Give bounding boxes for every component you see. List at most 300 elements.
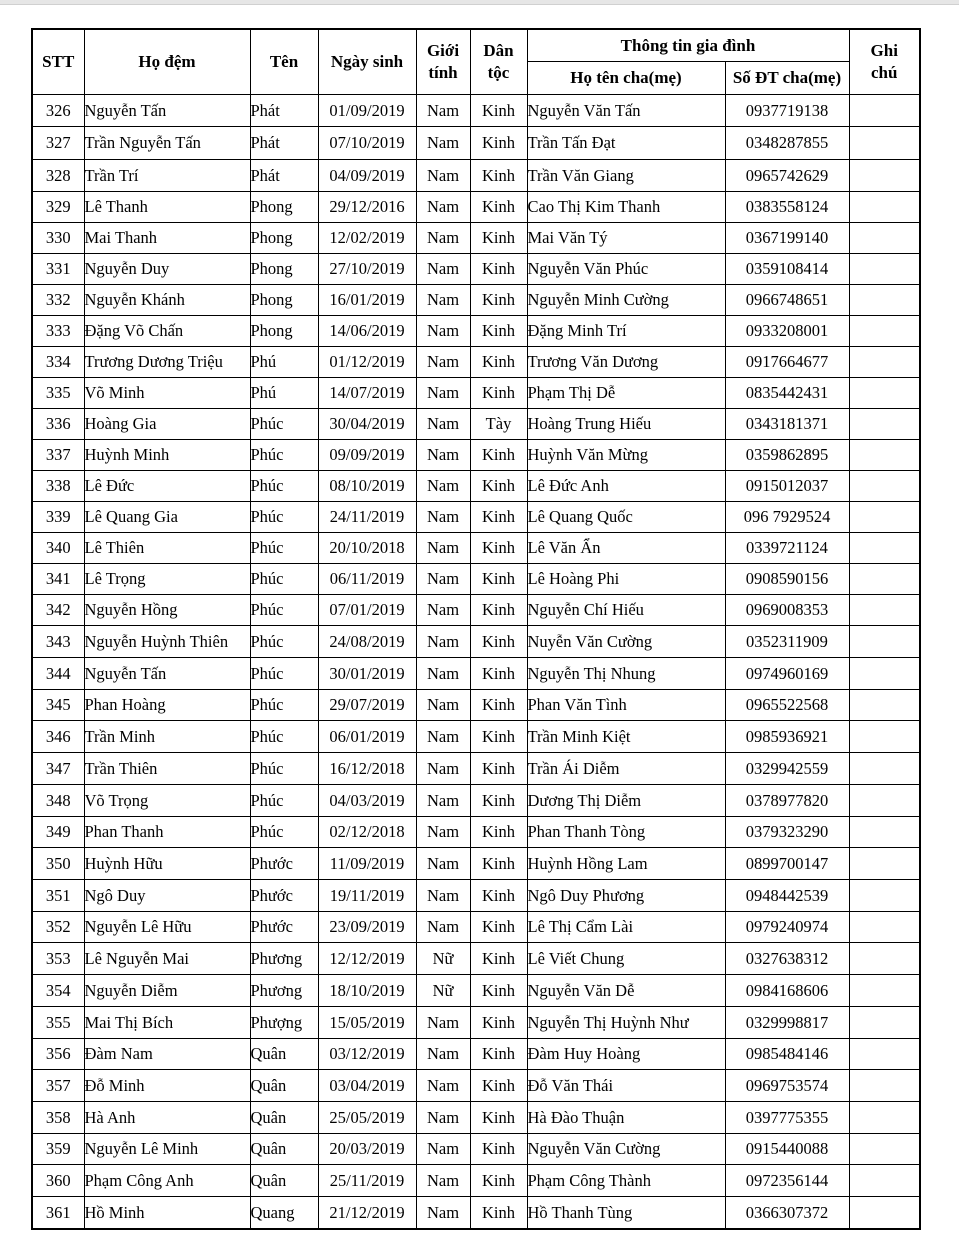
cell-so-dt: 0933208001 [725, 316, 849, 347]
table-row [32, 753, 920, 785]
cell-ho-dem: Nguyễn Lê Hữu [84, 912, 250, 943]
cell-ten: Phước [250, 912, 318, 943]
cell-ghi-chu [849, 471, 920, 502]
cell-ngay-sinh: 16/01/2019 [318, 285, 416, 316]
cell-gioi-tinh: Nữ [416, 943, 470, 975]
cell-stt: 328 [32, 160, 84, 192]
cell-ten: Phương [250, 943, 318, 975]
cell-ten: Phát [250, 95, 318, 127]
cell-ho-ten-cha-me: Phạm Thị Dễ [527, 378, 725, 409]
cell-dan-toc: Kinh [470, 785, 527, 817]
table-header [32, 29, 920, 95]
table-body [32, 95, 920, 1230]
cell-ho-dem: Hồ Minh [84, 1197, 250, 1230]
cell-ho-dem: Nguyễn Hồng [84, 595, 250, 626]
cell-dan-toc: Kinh [470, 95, 527, 127]
cell-ghi-chu [849, 817, 920, 848]
cell-ten: Phong [250, 254, 318, 285]
cell-so-dt: 0329998817 [725, 1007, 849, 1039]
cell-dan-toc: Tày [470, 409, 527, 440]
cell-ho-ten-cha-me: Đàm Huy Hoàng [527, 1039, 725, 1070]
cell-stt: 332 [32, 285, 84, 316]
cell-so-dt: 0378977820 [725, 785, 849, 817]
cell-ngay-sinh: 06/11/2019 [318, 564, 416, 595]
cell-gioi-tinh: Nam [416, 440, 470, 471]
cell-dan-toc: Kinh [470, 626, 527, 658]
table-row [32, 440, 920, 471]
cell-so-dt: 0972356144 [725, 1165, 849, 1197]
cell-stt: 327 [32, 127, 84, 160]
cell-dan-toc: Kinh [470, 440, 527, 471]
cell-gioi-tinh: Nam [416, 658, 470, 690]
cell-gioi-tinh: Nam [416, 1039, 470, 1070]
cell-ho-ten-cha-me: Nguyễn Thị Nhung [527, 658, 725, 690]
page-top-rule [0, 0, 959, 5]
cell-so-dt: 0937719138 [725, 95, 849, 127]
cell-ho-ten-cha-me: Trần Ái Diễm [527, 753, 725, 785]
cell-dan-toc: Kinh [470, 316, 527, 347]
cell-so-dt: 0969008353 [725, 595, 849, 626]
cell-ngay-sinh: 14/06/2019 [318, 316, 416, 347]
cell-gioi-tinh: Nữ [416, 975, 470, 1007]
cell-stt: 361 [32, 1197, 84, 1230]
cell-dan-toc: Kinh [470, 285, 527, 316]
cell-ghi-chu [849, 127, 920, 160]
cell-dan-toc: Kinh [470, 223, 527, 254]
cell-so-dt: 0366307372 [725, 1197, 849, 1230]
cell-ho-ten-cha-me: Trần Văn Giang [527, 160, 725, 192]
header-ho-dem: Họ đệm [84, 29, 250, 95]
cell-ghi-chu [849, 912, 920, 943]
cell-so-dt: 0965742629 [725, 160, 849, 192]
cell-ngay-sinh: 25/05/2019 [318, 1102, 416, 1134]
cell-ngay-sinh: 06/01/2019 [318, 721, 416, 753]
cell-ho-ten-cha-me: Nguyễn Chí Hiếu [527, 595, 725, 626]
cell-ghi-chu [849, 975, 920, 1007]
cell-ngay-sinh: 01/12/2019 [318, 347, 416, 378]
cell-ghi-chu [849, 1102, 920, 1134]
cell-ten: Quân [250, 1102, 318, 1134]
cell-ngay-sinh: 02/12/2018 [318, 817, 416, 848]
cell-dan-toc: Kinh [470, 848, 527, 880]
table-row [32, 817, 920, 848]
cell-ten: Quân [250, 1039, 318, 1070]
cell-dan-toc: Kinh [470, 1197, 527, 1230]
cell-dan-toc: Kinh [470, 1134, 527, 1165]
cell-ngay-sinh: 30/04/2019 [318, 409, 416, 440]
cell-so-dt: 0985936921 [725, 721, 849, 753]
student-roster-table [31, 28, 921, 1230]
cell-ghi-chu [849, 285, 920, 316]
cell-ngay-sinh: 03/04/2019 [318, 1070, 416, 1102]
cell-so-dt: 0367199140 [725, 223, 849, 254]
cell-stt: 356 [32, 1039, 84, 1070]
cell-ho-dem: Mai Thanh [84, 223, 250, 254]
cell-dan-toc: Kinh [470, 533, 527, 564]
cell-so-dt: 0985484146 [725, 1039, 849, 1070]
cell-ho-dem: Hà Anh [84, 1102, 250, 1134]
cell-stt: 349 [32, 817, 84, 848]
cell-ten: Phong [250, 285, 318, 316]
table-row [32, 1134, 920, 1165]
cell-stt: 338 [32, 471, 84, 502]
cell-ho-dem: Lê Thanh [84, 192, 250, 223]
cell-dan-toc: Kinh [470, 753, 527, 785]
cell-ngay-sinh: 25/11/2019 [318, 1165, 416, 1197]
header-ghi-chu: Ghi chú [849, 29, 920, 95]
cell-stt: 342 [32, 595, 84, 626]
cell-ten: Phúc [250, 471, 318, 502]
cell-stt: 339 [32, 502, 84, 533]
cell-so-dt: 0969753574 [725, 1070, 849, 1102]
cell-ngay-sinh: 18/10/2019 [318, 975, 416, 1007]
cell-gioi-tinh: Nam [416, 626, 470, 658]
cell-ho-ten-cha-me: Trương Văn Dương [527, 347, 725, 378]
cell-ho-dem: Đàm Nam [84, 1039, 250, 1070]
cell-so-dt: 0379323290 [725, 817, 849, 848]
cell-ten: Phúc [250, 626, 318, 658]
cell-so-dt: 0974960169 [725, 658, 849, 690]
cell-ho-dem: Trương Dương Triệu [84, 347, 250, 378]
cell-ten: Phúc [250, 502, 318, 533]
cell-ho-ten-cha-me: Nguyễn Minh Cường [527, 285, 725, 316]
cell-ho-dem: Nguyễn Lê Minh [84, 1134, 250, 1165]
cell-dan-toc: Kinh [470, 1070, 527, 1102]
cell-ho-ten-cha-me: Hồ Thanh Tùng [527, 1197, 725, 1230]
cell-ho-ten-cha-me: Ngô Duy Phương [527, 880, 725, 912]
cell-ten: Phong [250, 192, 318, 223]
cell-ho-ten-cha-me: Nguyễn Văn Dễ [527, 975, 725, 1007]
cell-ho-dem: Lê Quang Gia [84, 502, 250, 533]
cell-ngay-sinh: 12/12/2019 [318, 943, 416, 975]
cell-ngay-sinh: 29/07/2019 [318, 690, 416, 721]
cell-ho-ten-cha-me: Nuyễn Văn Cường [527, 626, 725, 658]
cell-ho-dem: Phan Thanh [84, 817, 250, 848]
cell-ho-ten-cha-me: Dương Thị Diễm [527, 785, 725, 817]
cell-ho-dem: Phạm Công Anh [84, 1165, 250, 1197]
cell-ho-dem: Huỳnh Minh [84, 440, 250, 471]
cell-gioi-tinh: Nam [416, 254, 470, 285]
cell-ten: Phúc [250, 533, 318, 564]
cell-ho-dem: Lê Trọng [84, 564, 250, 595]
cell-ho-ten-cha-me: Nguyễn Văn Tấn [527, 95, 725, 127]
cell-ngay-sinh: 07/01/2019 [318, 595, 416, 626]
cell-ghi-chu [849, 502, 920, 533]
cell-stt: 354 [32, 975, 84, 1007]
cell-ten: Quân [250, 1165, 318, 1197]
cell-stt: 337 [32, 440, 84, 471]
cell-ngay-sinh: 20/10/2018 [318, 533, 416, 564]
cell-ten: Phúc [250, 440, 318, 471]
cell-so-dt: 0979240974 [725, 912, 849, 943]
table-row [32, 975, 920, 1007]
cell-ho-ten-cha-me: Hà Đào Thuận [527, 1102, 725, 1134]
cell-ghi-chu [849, 658, 920, 690]
cell-gioi-tinh: Nam [416, 192, 470, 223]
cell-ngay-sinh: 24/08/2019 [318, 626, 416, 658]
cell-ngay-sinh: 08/10/2019 [318, 471, 416, 502]
cell-ten: Phúc [250, 690, 318, 721]
header-ngay-sinh: Ngày sinh [318, 29, 416, 95]
cell-so-dt: 0966748651 [725, 285, 849, 316]
cell-ho-ten-cha-me: Lê Thị Cẩm Lài [527, 912, 725, 943]
cell-ghi-chu [849, 160, 920, 192]
header-ho-ten-cha-me: Họ tên cha(mẹ) [527, 62, 725, 95]
cell-ho-dem: Phan Hoàng [84, 690, 250, 721]
cell-ghi-chu [849, 785, 920, 817]
cell-ho-ten-cha-me: Hoàng Trung Hiếu [527, 409, 725, 440]
cell-stt: 346 [32, 721, 84, 753]
cell-ten: Phước [250, 880, 318, 912]
cell-ghi-chu [849, 1134, 920, 1165]
cell-ho-dem: Hoàng Gia [84, 409, 250, 440]
table-row [32, 223, 920, 254]
cell-dan-toc: Kinh [470, 721, 527, 753]
table-row [32, 1039, 920, 1070]
cell-stt: 335 [32, 378, 84, 409]
cell-stt: 353 [32, 943, 84, 975]
cell-ten: Phúc [250, 817, 318, 848]
cell-gioi-tinh: Nam [416, 753, 470, 785]
cell-so-dt: 0915012037 [725, 471, 849, 502]
cell-so-dt: 0359862895 [725, 440, 849, 471]
table-row [32, 127, 920, 160]
cell-dan-toc: Kinh [470, 378, 527, 409]
cell-gioi-tinh: Nam [416, 1070, 470, 1102]
cell-so-dt: 0348287855 [725, 127, 849, 160]
cell-gioi-tinh: Nam [416, 595, 470, 626]
cell-gioi-tinh: Nam [416, 316, 470, 347]
cell-gioi-tinh: Nam [416, 223, 470, 254]
cell-ghi-chu [849, 721, 920, 753]
cell-dan-toc: Kinh [470, 595, 527, 626]
cell-dan-toc: Kinh [470, 690, 527, 721]
cell-stt: 326 [32, 95, 84, 127]
cell-dan-toc: Kinh [470, 943, 527, 975]
cell-dan-toc: Kinh [470, 817, 527, 848]
table-row [32, 1197, 920, 1230]
cell-dan-toc: Kinh [470, 127, 527, 160]
cell-ho-ten-cha-me: Nguyễn Thị Huỳnh Như [527, 1007, 725, 1039]
cell-ten: Phú [250, 378, 318, 409]
cell-dan-toc: Kinh [470, 880, 527, 912]
cell-gioi-tinh: Nam [416, 378, 470, 409]
cell-ho-dem: Võ Minh [84, 378, 250, 409]
cell-ho-dem: Lê Thiên [84, 533, 250, 564]
cell-gioi-tinh: Nam [416, 848, 470, 880]
cell-ho-ten-cha-me: Đặng Minh Trí [527, 316, 725, 347]
cell-dan-toc: Kinh [470, 471, 527, 502]
cell-ho-ten-cha-me: Trần Minh Kiệt [527, 721, 725, 753]
table-row [32, 848, 920, 880]
cell-dan-toc: Kinh [470, 975, 527, 1007]
cell-stt: 347 [32, 753, 84, 785]
cell-ghi-chu [849, 1165, 920, 1197]
cell-ho-ten-cha-me: Mai Văn Tý [527, 223, 725, 254]
cell-ho-dem: Trần Trí [84, 160, 250, 192]
cell-stt: 333 [32, 316, 84, 347]
table-row [32, 1070, 920, 1102]
cell-ho-ten-cha-me: Đỗ Văn Thái [527, 1070, 725, 1102]
cell-ngay-sinh: 24/11/2019 [318, 502, 416, 533]
cell-stt: 360 [32, 1165, 84, 1197]
cell-gioi-tinh: Nam [416, 160, 470, 192]
cell-ho-dem: Huỳnh Hữu [84, 848, 250, 880]
table-row [32, 626, 920, 658]
table-row [32, 595, 920, 626]
cell-stt: 344 [32, 658, 84, 690]
cell-gioi-tinh: Nam [416, 1165, 470, 1197]
cell-stt: 357 [32, 1070, 84, 1102]
cell-dan-toc: Kinh [470, 254, 527, 285]
cell-ho-ten-cha-me: Huỳnh Văn Mừng [527, 440, 725, 471]
cell-so-dt: 0908590156 [725, 564, 849, 595]
cell-ghi-chu [849, 943, 920, 975]
cell-ho-dem: Ngô Duy [84, 880, 250, 912]
cell-so-dt: 0339721124 [725, 533, 849, 564]
cell-so-dt: 0329942559 [725, 753, 849, 785]
cell-so-dt: 0327638312 [725, 943, 849, 975]
cell-so-dt: 0359108414 [725, 254, 849, 285]
header-dan-toc: Dân tộc [470, 29, 527, 95]
cell-gioi-tinh: Nam [416, 127, 470, 160]
cell-gioi-tinh: Nam [416, 785, 470, 817]
cell-ho-ten-cha-me: Phạm Công Thành [527, 1165, 725, 1197]
cell-ho-dem: Đỗ Minh [84, 1070, 250, 1102]
cell-ho-dem: Trần Minh [84, 721, 250, 753]
cell-ngay-sinh: 15/05/2019 [318, 1007, 416, 1039]
cell-ho-dem: Đặng Võ Chấn [84, 316, 250, 347]
table-row [32, 254, 920, 285]
cell-ho-ten-cha-me: Lê Quang Quốc [527, 502, 725, 533]
table-row [32, 943, 920, 975]
cell-ho-dem: Nguyễn Diễm [84, 975, 250, 1007]
cell-so-dt: 096 7929524 [725, 502, 849, 533]
cell-ho-ten-cha-me: Phan Thanh Tòng [527, 817, 725, 848]
table-row [32, 533, 920, 564]
cell-ngay-sinh: 09/09/2019 [318, 440, 416, 471]
cell-ngay-sinh: 04/03/2019 [318, 785, 416, 817]
cell-ngay-sinh: 21/12/2019 [318, 1197, 416, 1230]
cell-ngay-sinh: 16/12/2018 [318, 753, 416, 785]
cell-stt: 348 [32, 785, 84, 817]
cell-stt: 359 [32, 1134, 84, 1165]
header-gioi-tinh: Giới tính [416, 29, 470, 95]
cell-ho-ten-cha-me: Huỳnh Hồng Lam [527, 848, 725, 880]
cell-ghi-chu [849, 223, 920, 254]
cell-gioi-tinh: Nam [416, 285, 470, 316]
cell-dan-toc: Kinh [470, 192, 527, 223]
cell-ghi-chu [849, 1197, 920, 1230]
cell-ghi-chu [849, 316, 920, 347]
cell-ho-dem: Nguyễn Tấn [84, 658, 250, 690]
cell-ghi-chu [849, 880, 920, 912]
cell-ghi-chu [849, 533, 920, 564]
cell-ghi-chu [849, 626, 920, 658]
cell-stt: 329 [32, 192, 84, 223]
cell-stt: 355 [32, 1007, 84, 1039]
cell-gioi-tinh: Nam [416, 471, 470, 502]
header-ten: Tên [250, 29, 318, 95]
table-row [32, 502, 920, 533]
cell-stt: 331 [32, 254, 84, 285]
cell-ten: Phúc [250, 721, 318, 753]
cell-ten: Quang [250, 1197, 318, 1230]
table-row [32, 347, 920, 378]
cell-gioi-tinh: Nam [416, 1007, 470, 1039]
cell-ten: Phát [250, 127, 318, 160]
cell-ghi-chu [849, 95, 920, 127]
cell-gioi-tinh: Nam [416, 564, 470, 595]
cell-ten: Phát [250, 160, 318, 192]
cell-dan-toc: Kinh [470, 502, 527, 533]
cell-ghi-chu [849, 254, 920, 285]
table-row [32, 690, 920, 721]
cell-ho-dem: Trần Nguyễn Tấn [84, 127, 250, 160]
table-row [32, 471, 920, 502]
cell-ten: Phúc [250, 564, 318, 595]
cell-ngay-sinh: 29/12/2016 [318, 192, 416, 223]
cell-gioi-tinh: Nam [416, 690, 470, 721]
cell-ho-dem: Nguyễn Duy [84, 254, 250, 285]
cell-ngay-sinh: 07/10/2019 [318, 127, 416, 160]
table-row [32, 912, 920, 943]
cell-ghi-chu [849, 564, 920, 595]
cell-dan-toc: Kinh [470, 1102, 527, 1134]
cell-ten: Phúc [250, 753, 318, 785]
cell-ngay-sinh: 23/09/2019 [318, 912, 416, 943]
cell-ho-dem: Lê Đức [84, 471, 250, 502]
table-row [32, 1165, 920, 1197]
cell-ten: Phú [250, 347, 318, 378]
cell-dan-toc: Kinh [470, 658, 527, 690]
cell-stt: 343 [32, 626, 84, 658]
cell-ho-dem: Mai Thị Bích [84, 1007, 250, 1039]
cell-gioi-tinh: Nam [416, 533, 470, 564]
cell-ngay-sinh: 27/10/2019 [318, 254, 416, 285]
table-row [32, 1007, 920, 1039]
cell-ghi-chu [849, 690, 920, 721]
cell-gioi-tinh: Nam [416, 95, 470, 127]
cell-so-dt: 0397775355 [725, 1102, 849, 1134]
cell-stt: 334 [32, 347, 84, 378]
cell-ngay-sinh: 19/11/2019 [318, 880, 416, 912]
cell-stt: 330 [32, 223, 84, 254]
cell-ghi-chu [849, 192, 920, 223]
table-row [32, 785, 920, 817]
table-row [32, 192, 920, 223]
cell-ho-ten-cha-me: Nguyễn Văn Phúc [527, 254, 725, 285]
cell-ngay-sinh: 11/09/2019 [318, 848, 416, 880]
table-row [32, 409, 920, 440]
table-row [32, 316, 920, 347]
cell-ten: Phúc [250, 658, 318, 690]
cell-so-dt: 0917664677 [725, 347, 849, 378]
cell-ho-ten-cha-me: Lê Văn Ẩn [527, 533, 725, 564]
cell-so-dt: 0899700147 [725, 848, 849, 880]
cell-ghi-chu [849, 440, 920, 471]
cell-stt: 340 [32, 533, 84, 564]
cell-gioi-tinh: Nam [416, 1197, 470, 1230]
cell-dan-toc: Kinh [470, 347, 527, 378]
cell-so-dt: 0352311909 [725, 626, 849, 658]
cell-ho-ten-cha-me: Lê Đức Anh [527, 471, 725, 502]
table-row [32, 658, 920, 690]
cell-so-dt: 0984168606 [725, 975, 849, 1007]
cell-ghi-chu [849, 409, 920, 440]
cell-ngay-sinh: 03/12/2019 [318, 1039, 416, 1070]
table-row [32, 564, 920, 595]
